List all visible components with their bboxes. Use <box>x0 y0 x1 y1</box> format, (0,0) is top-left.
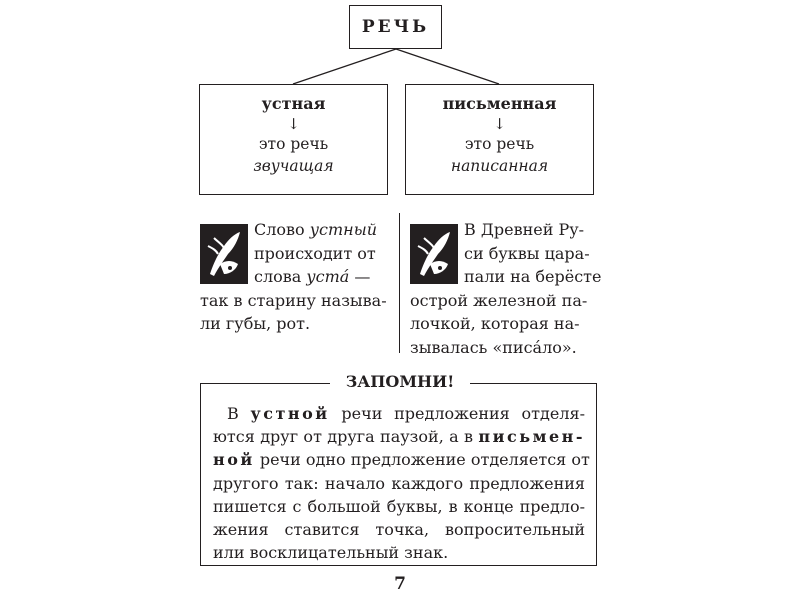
info-left-l4: так в старину называ- <box>200 290 387 310</box>
info-left-l1b: устный <box>309 220 378 239</box>
info-right-l2: си буквы цара- <box>464 243 590 263</box>
info-right-l5: лочкой, которая на- <box>410 314 580 333</box>
info-right-l4: острой железной па- <box>410 290 588 310</box>
info-note-written <box>410 218 602 359</box>
remember-r1c: речи предложения отделя- <box>329 404 585 423</box>
remember-r4: другого так: начало каждого предложения <box>213 473 585 493</box>
info-right-l6: зывалась «писа́ло». <box>410 337 577 357</box>
oral-title: устная <box>261 94 326 113</box>
remember-title: ЗАПОМНИ! <box>330 371 470 393</box>
page-number: 7 <box>394 574 406 594</box>
remember-r1a: В <box>227 404 251 423</box>
remember-text <box>213 402 590 564</box>
diagram-root-label: РЕЧЬ <box>361 17 430 37</box>
remember-r2b: письмен- <box>478 427 585 447</box>
info-note-oral <box>200 218 400 336</box>
written-line1: это речь <box>464 135 535 153</box>
info-left-l3c: — <box>349 267 371 286</box>
info-left-l3a: слова <box>254 267 307 286</box>
remember-r3b: речи одно предложение отделяется от <box>254 450 590 470</box>
quill-hand-icon <box>410 224 458 284</box>
quill-hand-icon <box>200 224 248 284</box>
remember-r1b: устной <box>250 404 330 423</box>
info-left-l5: ли губы, рот. <box>200 314 311 333</box>
oral-line1: это речь <box>258 135 329 153</box>
info-left-l3b: уста́ <box>306 267 350 286</box>
remember-r3a: ной <box>213 450 255 470</box>
oral-speech-box <box>199 84 388 195</box>
remember-r5: пишется с большой буквы, в конце предло- <box>213 496 585 516</box>
remember-r7: или восклицательный знак. <box>213 543 449 563</box>
oral-line2: звучащая <box>253 157 334 175</box>
down-arrow-icon: ↓ <box>287 115 300 133</box>
column-divider <box>399 213 400 353</box>
remember-r6: жения ставится точка, вопросительный <box>213 520 585 540</box>
info-right-l3: пали на берёсте <box>464 267 602 286</box>
info-right-l1: В Древней Ру- <box>464 220 585 239</box>
diagram-root-box <box>349 5 442 49</box>
info-left-l2: происходит от <box>254 243 376 263</box>
down-arrow-icon: ↓ <box>493 115 506 133</box>
remember-r2a: ются друг от друга паузой, а в <box>213 427 479 447</box>
info-left-l1a: Слово <box>254 220 310 239</box>
written-title: письменная <box>442 94 557 113</box>
written-line2: написанная <box>450 157 549 175</box>
written-speech-box <box>405 84 594 195</box>
